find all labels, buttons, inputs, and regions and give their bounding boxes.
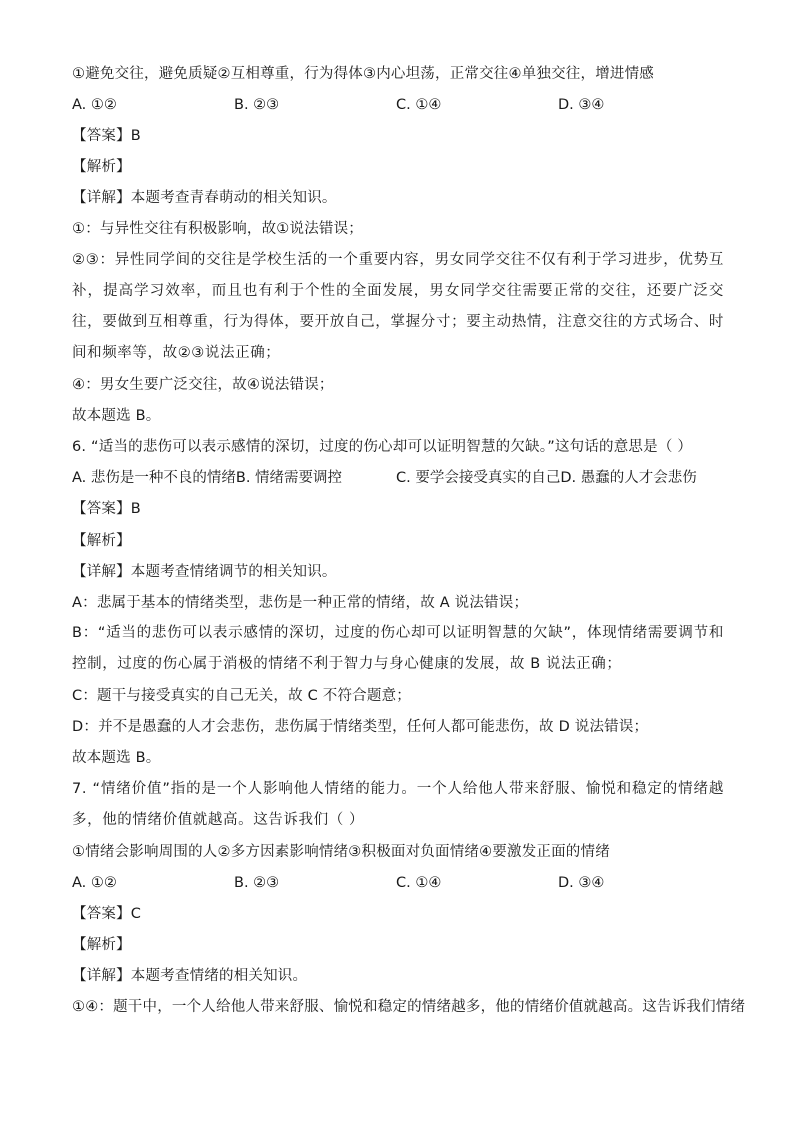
q6-answer: 【答案】B (72, 501, 141, 518)
q6-detail: 【详解】本题考查情绪调节的相关知识。 (72, 563, 337, 580)
q5-explanation-2: ②③：异性同学间的交往是学校生活的一个重要内容，男女同学交往不仅有利于学习进步，优势互补，提高学习效率，而且也有利于个性的全面发展，男女同学交往需要正常的交往，还要广泛交往，要做到互相尊重，行为得体，要开放自己，掌握分寸；要主动热情，注意交往的方式场合、时间和频率等，故②③说法正确； (72, 252, 724, 362)
q5-detail: 【详解】本题考查青春萌动的相关知识。 (72, 190, 337, 207)
q5-explanation-3: ④：男女生要广泛交往，故④说法错误； (72, 377, 334, 394)
q7-option-a: A. ①② (72, 874, 117, 891)
q5-answer: 【答案】B (72, 128, 141, 145)
q6-explanation-a: A：悲属于基本的情绪类型，悲伤是一种正常的情绪，故 A 说法错误； (72, 594, 529, 611)
q6-explanation-d: D：并不是愚蠢的人才会悲伤，悲伤属于情绪类型，任何人都可能悲伤，故 D 说法错误； (72, 719, 649, 736)
q7-statements: ①情绪会影响周围的人②多方因素影响情绪③积极面对负面情绪④要激发正面的情绪 (72, 843, 610, 860)
q5-options (72, 95, 724, 115)
q7-explanation-1: ①④：题干中，一个人给他人带来舒服、愉悦和稳定的情绪越多，他的情绪价值就越高。这告诉我们情绪 (72, 999, 746, 1016)
q7-question: 7. “情绪价值”指的是一个人影响他人情绪的能力。一个人给他人带来舒服、愉悦和稳定的情绪越多，他的情绪价值就越高。这告诉我们（ ） (72, 780, 724, 828)
q6-option-ab: A. 悲伤是一种不良的情绪B. 情绪需要调控 (72, 470, 343, 487)
q5-option-d: D. ③④ (558, 97, 605, 114)
q6-option-cd: C. 要学会接受真实的自己D. 愚蠢的人才会悲伤 (396, 470, 697, 487)
q5-option-a: A. ①② (72, 97, 117, 114)
document-page (72, 64, 746, 1028)
q6-explanation-b: B：“适当的悲伤可以表示感情的深切，过度的伤心却可以证明智慧的欠缺”，体现情绪需要调节和控制，过度的伤心属于消极的情绪不利于智力与身心健康的发展，故 B 说法正确； (72, 625, 724, 673)
q6-explanation-c: C：题干与接受真实的自己无关，故 C 不符合题意； (72, 688, 411, 705)
q5-analysis-label: 【解析】 (72, 159, 131, 176)
q7-answer: 【答案】C (72, 905, 142, 922)
q7-option-b: B. ②③ (234, 874, 280, 891)
q7-analysis-label: 【解析】 (72, 936, 131, 953)
q5-option-b: B. ②③ (234, 97, 280, 114)
q6-options (72, 468, 724, 488)
q7-option-c: C. ①④ (396, 874, 442, 891)
q7-options (72, 873, 724, 893)
q6-question: 6. “适当的悲伤可以表示感情的深切，过度的伤心却可以证明智慧的欠缺。”这句话的意思是（ ） (72, 439, 693, 456)
q6-conclusion: 故本题选 B。 (72, 750, 161, 767)
q7-option-d: D. ③④ (558, 874, 605, 891)
q7-detail: 【详解】本题考查情绪的相关知识。 (72, 968, 308, 984)
q5-option-c: C. ①④ (396, 97, 442, 114)
q5-statements: ①避免交往，避免质疑②互相尊重，行为得体③内心坦荡，正常交往④单独交往，增进情感 (72, 66, 654, 82)
q5-explanation-1: ①：与异性交往有积极影响，故①说法错误； (72, 221, 363, 238)
q6-analysis-label: 【解析】 (72, 532, 131, 549)
q5-conclusion: 故本题选 B。 (72, 408, 161, 425)
